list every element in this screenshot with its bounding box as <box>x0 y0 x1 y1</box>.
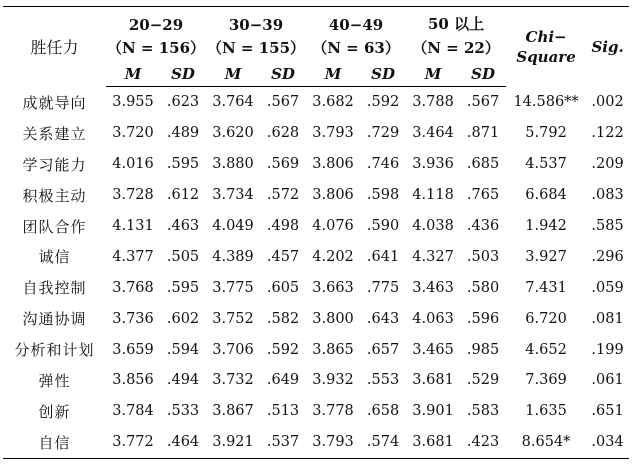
sd-cell: .871 <box>466 125 500 142</box>
mean-cell: 3.955 <box>112 94 154 111</box>
mean-cell: 3.732 <box>212 372 254 389</box>
sd-cell: .729 <box>366 125 400 142</box>
mean-cell: 3.706 <box>212 341 254 358</box>
mean-cell: 3.720 <box>112 125 154 142</box>
table-body <box>3 87 629 459</box>
mean-cell: 3.775 <box>212 279 254 296</box>
mean-cell: 3.784 <box>112 403 154 420</box>
sd-cell: .498 <box>266 218 300 234</box>
chi-square-header <box>506 7 586 87</box>
mean-cell: 3.806 <box>312 187 354 204</box>
table-row <box>3 180 629 211</box>
table-row <box>3 365 629 396</box>
sd-cell: .685 <box>466 156 500 173</box>
sd-cell: .595 <box>166 279 200 296</box>
competency-name: 学习能力 <box>22 155 87 174</box>
competency-header: 胜任力 <box>3 7 106 87</box>
sd-cell: .623 <box>166 94 200 111</box>
chi-square-cell: 5.792 <box>525 125 567 142</box>
sig-cell: .059 <box>591 279 624 296</box>
table-row <box>3 241 629 272</box>
sig-cell: .199 <box>591 341 624 358</box>
mean-cell: 3.768 <box>112 279 154 296</box>
mean-cell: 3.806 <box>312 156 354 173</box>
sd-cell: .583 <box>466 403 500 420</box>
chi-square-cell: 7.431 <box>525 279 567 296</box>
sd-cell: .649 <box>266 372 300 389</box>
table-row <box>3 334 629 365</box>
chi-square-cell: 6.684 <box>525 187 567 204</box>
sd-cell: .489 <box>166 125 200 142</box>
sd-cell: .612 <box>166 187 200 204</box>
sig-header: Sig. <box>586 7 629 87</box>
mean-cell: 4.016 <box>112 156 154 173</box>
sd-cell: .553 <box>366 372 400 389</box>
sd-cell: .457 <box>266 248 300 265</box>
chi-square-cell: 1.942 <box>525 218 567 234</box>
sd-cell: .590 <box>366 218 400 234</box>
mean-cell: 3.867 <box>212 403 254 420</box>
competency-name: 自信 <box>3 427 106 458</box>
chi-square-header-line2: Square <box>516 47 576 66</box>
table-row <box>3 211 629 242</box>
mean-cell: 4.049 <box>212 218 254 234</box>
table-row <box>3 149 629 180</box>
sd-cell: .569 <box>266 156 300 173</box>
chi-square-cell: 4.537 <box>525 156 567 173</box>
chi-square-cell: 4.652 <box>525 341 567 358</box>
mean-cell: 3.772 <box>106 427 160 458</box>
chi-square-cell: 14.586** <box>513 94 579 111</box>
table-row <box>3 303 629 334</box>
age-group-2-n: （N = 155） <box>207 39 306 57</box>
sig-cell: .061 <box>591 372 624 389</box>
m-header: M <box>406 61 460 87</box>
mean-cell: 4.202 <box>312 248 354 265</box>
mean-cell: 4.076 <box>312 218 354 234</box>
table-row <box>3 272 629 303</box>
mean-cell: 3.620 <box>212 125 254 142</box>
sd-cell: .436 <box>466 218 500 234</box>
sd-cell: .580 <box>466 279 500 296</box>
competency-name: 团队合作 <box>22 217 87 236</box>
sig-cell: .296 <box>591 248 624 265</box>
sd-cell: .595 <box>166 156 200 173</box>
sd-cell: .537 <box>260 427 306 458</box>
age-group-1-n: （N = 156） <box>106 39 206 57</box>
sig-cell: .002 <box>591 94 624 111</box>
sig-cell: .034 <box>586 427 629 458</box>
sd-cell: .494 <box>166 372 200 389</box>
mean-cell: 4.131 <box>112 218 154 234</box>
m-header: M <box>206 61 260 87</box>
age-group-3-header: 40−49 <box>306 7 406 35</box>
sd-cell: .592 <box>366 94 400 111</box>
sd-cell: .985 <box>466 341 500 358</box>
sd-cell: .765 <box>466 187 500 204</box>
sd-header: SD <box>160 61 206 87</box>
chi-square-header-line1: Chi− <box>525 27 567 46</box>
sd-header: SD <box>260 61 306 87</box>
mean-cell: 3.800 <box>312 310 354 327</box>
sd-cell: .503 <box>466 248 500 265</box>
sd-cell: .505 <box>166 248 200 265</box>
competency-name: 沟通协调 <box>22 310 87 329</box>
mean-cell: 4.377 <box>112 248 154 265</box>
sd-cell: .529 <box>466 372 500 389</box>
age-group-4-n: （N = 22） <box>412 39 500 57</box>
mean-cell: 3.793 <box>306 427 360 458</box>
mean-cell: 3.921 <box>206 427 260 458</box>
mean-cell: 3.465 <box>412 341 454 358</box>
mean-cell: 3.936 <box>412 156 454 173</box>
sig-cell: .081 <box>591 310 624 327</box>
sd-cell: .592 <box>266 341 300 358</box>
mean-cell: 3.932 <box>312 372 354 389</box>
mean-cell: 3.856 <box>112 372 154 389</box>
sd-cell: .463 <box>166 218 200 234</box>
m-header: M <box>106 61 160 87</box>
table-row <box>3 118 629 149</box>
sd-header: SD <box>460 61 506 87</box>
sd-cell: .594 <box>166 341 200 358</box>
mean-cell: 3.752 <box>212 310 254 327</box>
sd-cell: .658 <box>366 403 400 420</box>
chi-square-cell: 3.927 <box>525 248 567 265</box>
competency-name: 积极主动 <box>22 186 87 205</box>
mean-cell: 3.736 <box>112 310 154 327</box>
sig-cell: .083 <box>591 187 624 204</box>
sd-cell: .746 <box>366 156 400 173</box>
competency-name: 弹性 <box>38 371 71 390</box>
sig-cell: .585 <box>591 218 624 234</box>
chi-square-cell: 7.369 <box>525 372 567 389</box>
mean-cell: 3.764 <box>212 94 254 111</box>
competency-name: 自我控制 <box>22 279 87 298</box>
mean-cell: 4.389 <box>212 248 254 265</box>
sig-cell: .122 <box>591 125 624 142</box>
mean-cell: 4.063 <box>412 310 454 327</box>
mean-cell: 3.682 <box>312 94 354 111</box>
competency-name: 成就导向 <box>22 93 87 112</box>
sd-cell: .567 <box>466 94 500 111</box>
sd-cell: .657 <box>366 341 400 358</box>
chi-square-cell: 8.654* <box>506 427 586 458</box>
competency-name: 创新 <box>38 402 71 421</box>
sig-cell: .651 <box>591 403 624 420</box>
sd-cell: .574 <box>360 427 406 458</box>
sd-cell: .464 <box>160 427 206 458</box>
mean-cell: 3.464 <box>412 125 454 142</box>
mean-cell: 3.865 <box>312 341 354 358</box>
sd-cell: .572 <box>266 187 300 204</box>
sd-cell: .533 <box>166 403 200 420</box>
sd-cell: .596 <box>466 310 500 327</box>
table-row <box>3 396 629 427</box>
mean-cell: 3.463 <box>412 279 454 296</box>
competency-name: 分析和计划 <box>14 341 95 360</box>
mean-cell: 4.038 <box>412 218 454 234</box>
competency-age-table <box>3 6 629 459</box>
mean-cell: 3.788 <box>412 94 454 111</box>
mean-cell: 3.663 <box>312 279 354 296</box>
mean-cell: 3.880 <box>212 156 254 173</box>
sd-cell: .598 <box>366 187 400 204</box>
chi-square-cell: 6.720 <box>525 310 567 327</box>
mean-cell: 3.659 <box>112 341 154 358</box>
sd-header: SD <box>360 61 406 87</box>
mean-cell: 3.728 <box>112 187 154 204</box>
mean-cell: 3.681 <box>406 427 460 458</box>
sd-cell: .775 <box>366 279 400 296</box>
table-row <box>3 87 629 118</box>
mean-cell: 3.901 <box>412 403 454 420</box>
age-group-3-n: （N = 63） <box>312 39 400 57</box>
table-row <box>3 427 629 458</box>
mean-cell: 4.118 <box>412 187 454 204</box>
sd-cell: .513 <box>266 403 300 420</box>
sd-cell: .582 <box>266 310 300 327</box>
sd-cell: .602 <box>166 310 200 327</box>
competency-name: 诚信 <box>38 248 71 267</box>
age-group-2-header: 30−39 <box>206 7 306 35</box>
sd-cell: .643 <box>366 310 400 327</box>
mean-cell: 4.327 <box>412 248 454 265</box>
mean-cell: 3.793 <box>312 125 354 142</box>
age-group-1-header: 20−29 <box>106 7 206 35</box>
mean-cell: 3.778 <box>312 403 354 420</box>
sd-cell: .628 <box>266 125 300 142</box>
sd-cell: .605 <box>266 279 300 296</box>
mean-cell: 3.681 <box>412 372 454 389</box>
sd-cell: .641 <box>366 248 400 265</box>
sig-cell: .209 <box>591 156 624 173</box>
age-group-4-header: 50 以上 <box>406 7 506 35</box>
mean-cell: 3.734 <box>212 187 254 204</box>
competency-name: 关系建立 <box>22 124 87 143</box>
sd-cell: .567 <box>266 94 300 111</box>
chi-square-cell: 1.635 <box>525 403 567 420</box>
m-header: M <box>306 61 360 87</box>
sd-cell: .423 <box>460 427 506 458</box>
